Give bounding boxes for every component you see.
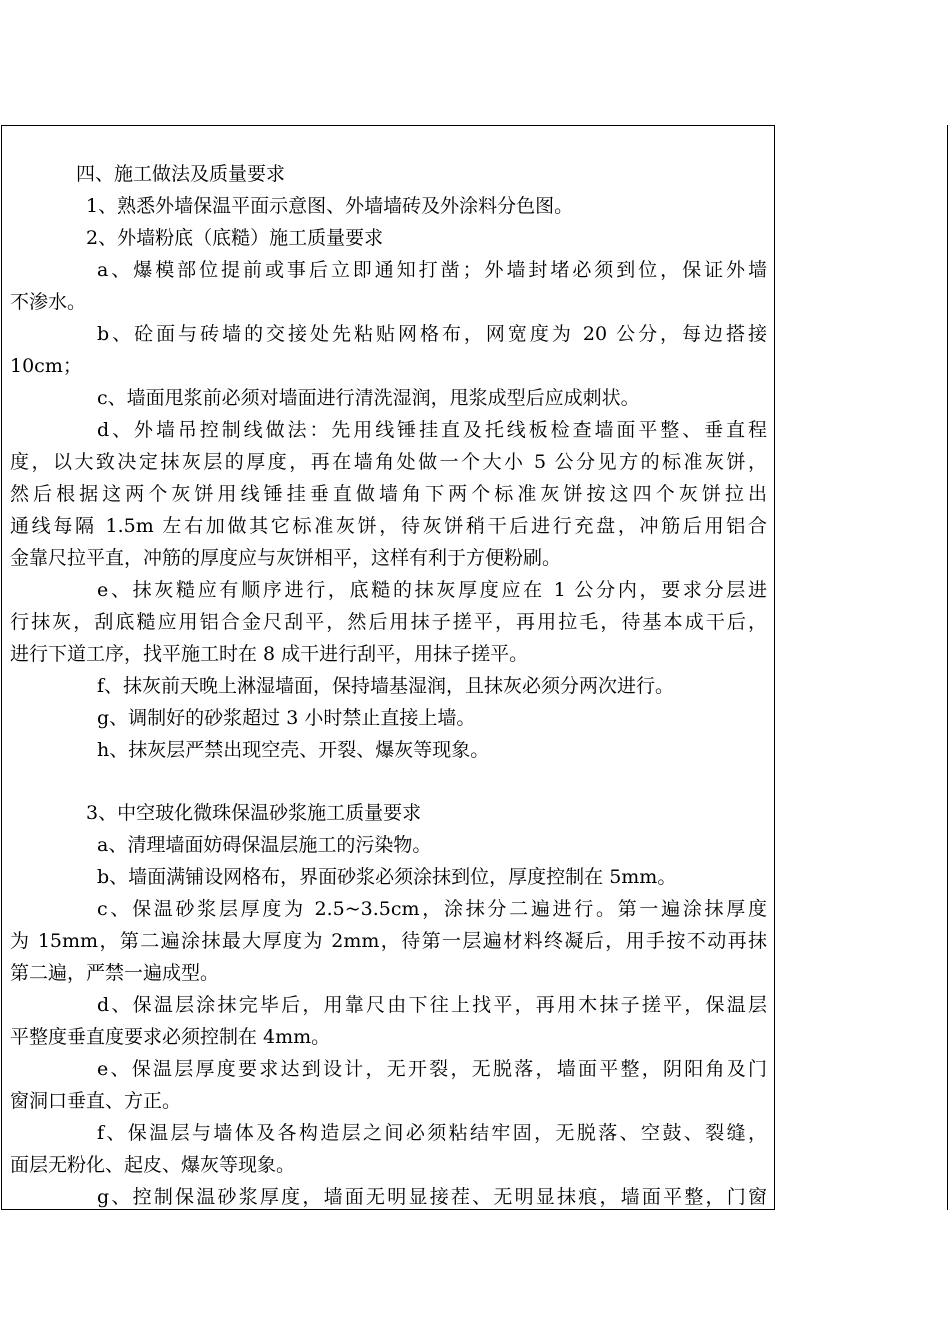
- item-2-line-a1: a、爆模部位提前或事后立即通知打凿；外墙封堵必须到位，保证外墙: [97, 259, 767, 281]
- item-2-line-b1: b、砼面与砖墙的交接处先粘贴网格布，网宽度为 20 公分，每边搭接: [97, 323, 767, 345]
- item-3-line-d2: 平整度垂直度要求必须控制在 4mm。: [10, 1026, 331, 1048]
- item-2-line-d2: 度，以大致决定抹灰层的厚度，再在墙角处做一个大小 5 公分见方的标准灰饼，: [10, 451, 767, 473]
- item-2-line-a2: 不渗水。: [10, 291, 87, 313]
- item-3-line-d1: d、保温层涂抹完毕后，用靠尺由下往上找平，再用木抹子搓平，保温层: [97, 994, 767, 1016]
- item-2-line-c: c、墙面甩浆前必须对墙面进行清洗湿润，甩浆成型后应成刺状。: [97, 387, 640, 409]
- item-3-line-e2: 窗洞口垂直、方正。: [10, 1090, 182, 1112]
- item-3-line-c3: 第二遍，严禁一遍成型。: [10, 962, 220, 984]
- item-2-line-e1: e、抹灰糙应有顺序进行，底糙的抹灰厚度应在 1 公分内，要求分层进: [97, 579, 767, 601]
- item-2-line-d1: d、外墙吊控制线做法：先用线锤挂直及托线板检查墙面平整、垂直程: [97, 419, 767, 441]
- section-heading: 四、施工做法及质量要求: [76, 163, 286, 185]
- item-1-text: 1、熟悉外墙保温平面示意图、外墙墙砖及外涂料分色图。: [86, 195, 574, 217]
- item-3-line-g1: g、控制保温砂浆厚度，墙面无明显接茬、无明显抹痕，墙面平整，门窗: [97, 1186, 767, 1208]
- item-2-line-g: g、调制好的砂浆超过 3 小时禁止直接上墙。: [97, 707, 476, 729]
- item-2-line-h: h、抹灰层严禁出现空壳、开裂、爆灰等现象。: [97, 739, 490, 761]
- item-3-line-f1: f、保温层与墙体及各构造层之间必须粘结牢固，无脱落、空鼓、裂缝，: [97, 1122, 767, 1144]
- item-3-line-a: a、清理墙面妨碍保温层施工的污染物。: [97, 834, 432, 856]
- item-2-line-d3: 然后根据这两个灰饼用线锤挂垂直做墙角下两个标准灰饼按这四个灰饼拉出: [10, 483, 767, 505]
- item-3-title: 3、中空玻化微珠保温砂浆施工质量要求: [86, 802, 422, 824]
- item-3-line-c1: c、保温砂浆层厚度为 2.5~3.5cm，涂抹分二遍进行。第一遍涂抹厚度: [97, 898, 767, 920]
- document-body: [10, 158, 767, 1213]
- item-3-line-c2: 为 15mm，第二遍涂抹最大厚度为 2mm，待第一层遍材料终凝后，用手按不动再抹: [10, 930, 767, 952]
- item-2-line-b2: 10cm；: [10, 355, 82, 377]
- item-2-title: 2、外墙粉底（底糙）施工质量要求: [86, 227, 384, 249]
- item-2-line-e3: 进行下道工序，找平施工时在 8 成干进行刮平，用抹子搓平。: [10, 643, 529, 665]
- blank-line: [10, 766, 767, 797]
- item-2-line-d4: 通线每隔 1.5m 左右加做其它标准灰饼，待灰饼稍干后进行充盘，冲筋后用铝合: [10, 515, 767, 537]
- item-2-line-e2: 行抹灰，刮底糙应用铝合金尺刮平，然后用抹子搓平，再用拉毛，待基本成干后，: [10, 611, 767, 633]
- item-3-line-b: b、墙面满铺设网格布，界面砂浆必须涂抹到位，厚度控制在 5mm。: [97, 866, 677, 888]
- item-3-line-f2: 面层无粉化、起皮、爆灰等现象。: [10, 1154, 296, 1176]
- item-2-line-f: f、抹灰前天晚上淋湿墙面，保持墙基湿润，且抹灰必须分两次进行。: [97, 675, 675, 697]
- item-3-line-e1: e、保温层厚度要求达到设计，无开裂，无脱落，墙面平整，阴阳角及门: [97, 1058, 767, 1080]
- item-2-line-d5: 金靠尺拉平直，冲筋的厚度应与灰饼相平，这样有利于方便粉刷。: [10, 547, 562, 569]
- right-table-border: [947, 125, 948, 1210]
